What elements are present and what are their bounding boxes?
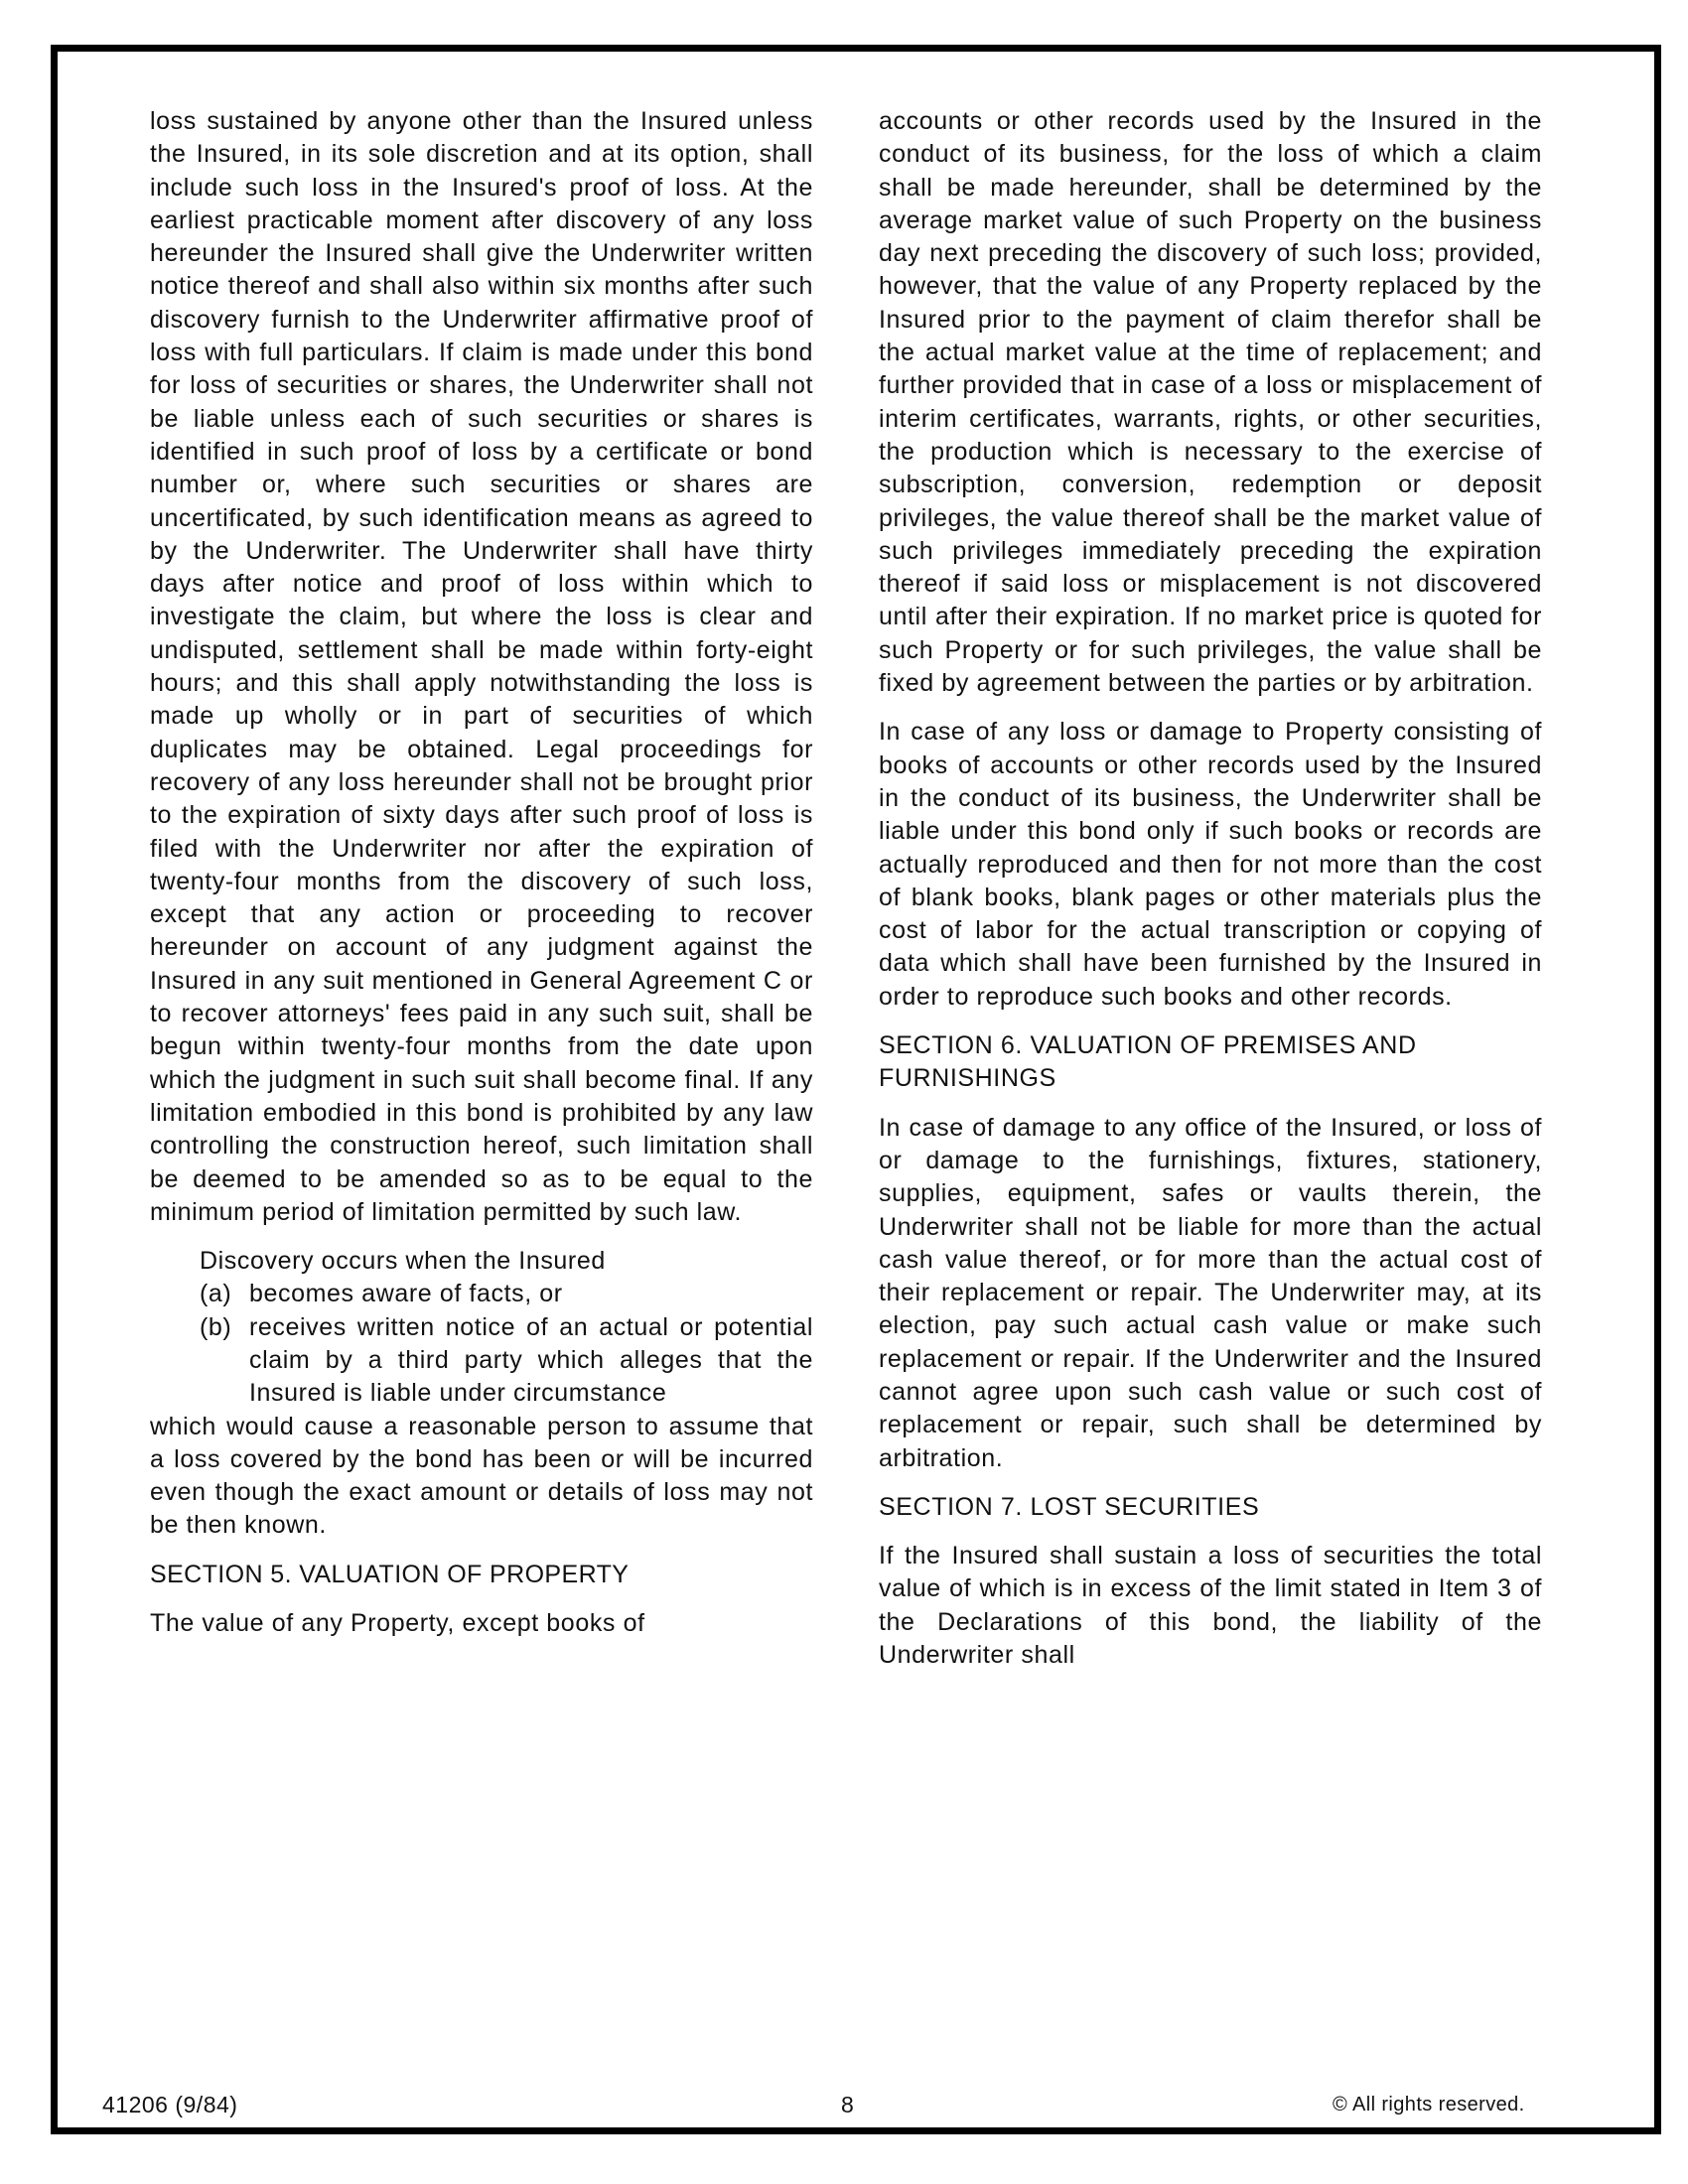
- section-5-heading: SECTION 5. VALUATION OF PROPERTY: [150, 1560, 630, 1588]
- left-column: [150, 105, 813, 1656]
- section-7-text: If the Insured shall sustain a loss of securities the total value of which is in excess of the limit stated in Item 3 of the Declarations of this bond, the liability of the Underwriter shall: [879, 1542, 1542, 1670]
- claim-procedure-paragraph: loss sustained by anyone other than the Insured unless the Insured, in its sole discretion and at its option, shall include such loss in the Insured's proof of loss. At the earliest practicable moment after discovery of any loss hereunder the Insured shall give the Underwriter written notice thereof and shall also within six months after such discovery furnish to the Underwriter affirmative proof of loss with full particulars. If claim is made under this bond for loss of securities or shares, the Underwriter shall not be liable unless each of such securities or shares is identified in such proof of loss by a certificate or bond number or, where such securities or shares are uncertificated, by such identification means as agreed to by the Underwriter. The Underwriter shall have thirty days after notice and proof of loss within which to investigate the claim, but where the loss is clear and undisputed, settlement shall be made within forty-eight hours; and this shall apply notwithstanding the loss is made up wholly or in part of securities of which duplicates may be obtained. Legal proceedings for recovery of any loss hereunder shall not be brought prior to the expiration of sixty days after such proof of loss is filed with the Underwriter nor after the expiration of twenty-four months from the discovery of such loss, except that any action or proceeding to recover hereunder on account of any judgment against the Insured in any suit mentioned in General Agreement C or to recover attorneys' fees paid in any such suit, shall be begun within twenty-four months from the date upon which the judgment in such suit shall become final. If any limitation embodied in this bond is prohibited by any law controlling the construction hereof, such limitation shall be deemed to be amended so as to be equal to the minimum period of limitation permitted by such law.: [150, 107, 813, 1226]
- section-5-text: The value of any Property, except books of: [150, 1609, 645, 1638]
- copyright-notice: © All rights reserved.: [1333, 2094, 1525, 2116]
- valuation-paragraph: accounts or other records used by the Insured in the conduct of its business, for the loss of which a claim shall be made hereunder, shall be determined by the average market value of such Property on the business day next preceding the discovery of such loss; provided, however, that the value of any Property replaced by the Insured prior to the payment of claim therefor shall be the actual market value at the time of replacement; and further provided that in case of a loss or misplacement of interim certificates, warrants, rights, or other securities, the production which is necessary to the exercise of subscription, conversion, redemption or deposit privileges, the value thereof shall be the market value of such privileges immediately preceding the expiration thereof if said loss or misplacement is not discovered until after their expiration. If no market price is quoted for such Property or for such privileges, the value shall be fixed by agreement between the parties or by arbitration.: [879, 107, 1542, 698]
- section-6-heading: SECTION 6. VALUATION OF PREMISES AND FURNISHINGS: [879, 1031, 1417, 1093]
- list-marker: (b): [200, 1312, 232, 1341]
- form-number: 41206 (9/84): [102, 2092, 238, 2117]
- discovery-definition: [150, 1245, 813, 1410]
- section-7-heading: SECTION 7. LOST SECURITIES: [879, 1492, 1260, 1521]
- discovery-intro: Discovery occurs when the Insured: [200, 1247, 606, 1276]
- list-marker: (a): [200, 1280, 232, 1308]
- discovery-item-a: [150, 1278, 813, 1310]
- right-column: [879, 105, 1542, 1688]
- discovery-item-b: [150, 1311, 813, 1411]
- discovery-continuation: which would cause a reasonable person to assume that a loss covered by the bond has been or will be incurred even though the exact amount or details of loss may not be then known.: [150, 1412, 813, 1540]
- list-item-text: receives written notice of an actual or potential claim by a third party which alleges that the Insured is liable under circumstance: [249, 1312, 813, 1408]
- list-item-text: becomes aware of facts, or: [249, 1280, 563, 1308]
- page-number: 8: [841, 2092, 854, 2117]
- section-6-text: In case of damage to any office of the Insured, or loss of or damage to the furnishings, fixtures, stationery, supplies, equipment, safes or vaults therein, the Underwriter shall not be liable for more than the actual cash value thereof, or for more than the actual cost of their replacement or repair. The Underwriter may, at its election, pay such actual cash value or make such replacement or repair. If the Underwriter and the Insured cannot agree upon such cash value or such cost of replacement or repair, such shall be determined by arbitration.: [879, 1113, 1542, 1472]
- books-records-paragraph: In case of any loss or damage to Property consisting of books of accounts or other records used by the Insured in the conduct of its business, the Underwriter shall be liable under this bond only if such books or records are actually reproduced and then for not more than the cost of blank books, blank pages or other materials plus the cost of labor for the actual transcription or copying of data which shall have been furnished by the Insured in order to reproduce such books and other records.: [879, 718, 1542, 1011]
